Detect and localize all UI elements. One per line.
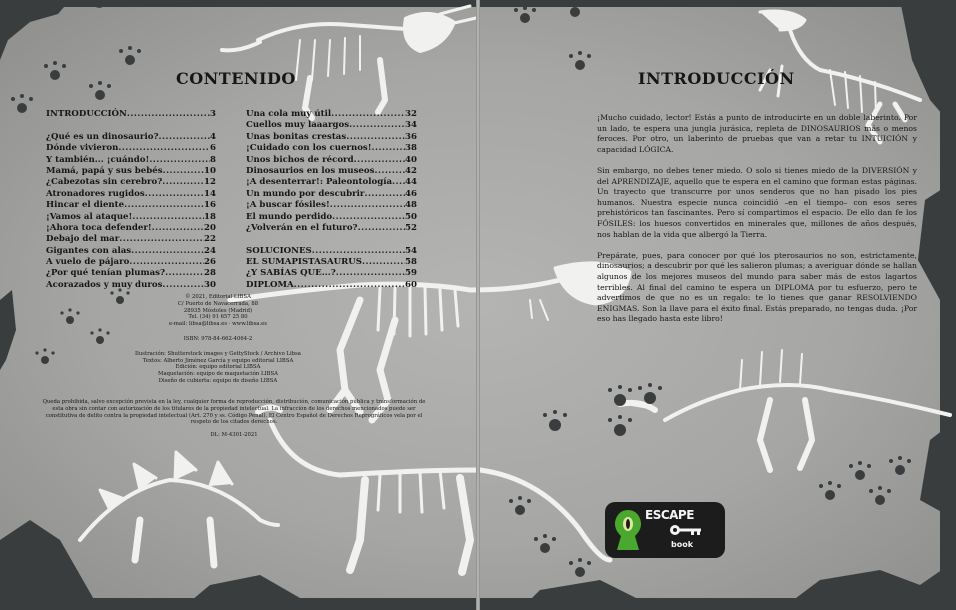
toc-entry-title: ¿Por qué tenían plumas? [46, 268, 166, 279]
toc-entry [246, 189, 417, 200]
intro-paragraph-1: ¡Mucho cuidado, lector! Estás a punto de introducirte en un doble laberinto. Por un lado, te espera una jungla jurásica, repleta de DINOSAURIOS más o menos feroces. Por otro, un laberinto de pruebas que van a retar tu INTUICIÓN y capacidad LÓGICA. [597, 113, 917, 154]
toc-entry-page: 30 [204, 279, 216, 290]
toc-dot-leader [165, 268, 204, 279]
toc-entry-title: SOLUCIONES [246, 245, 312, 256]
legal-text: Queda prohibida, salvo excepción prevista en la ley, cualquier forma de reproducción, distribución, comunicación pública y transformación de esta obra sin contar con autorización de los titulares de la propiedad intelectual. La infracción de los derechos mencionados puede ser constitutiva de delito contra la propiedad intelectual (Art. 270 y ss. Código Penal). El Centro Español de Derechos Reprográficos vela por el respeto de los citados derechos. [42, 399, 426, 426]
toc-entry-page: 58 [405, 257, 417, 268]
toc-dot-leader [312, 246, 405, 257]
toc-entry-page: 6 [210, 143, 216, 154]
toc-entry [46, 109, 216, 120]
toc-dot-leader [336, 268, 405, 279]
logo-book-label: book [671, 540, 694, 549]
publisher-line: e-mail: libsa@libsa.es · www.libsa.es [168, 321, 267, 328]
toc-entry [46, 212, 216, 223]
isbn: ISBN: 978-84-662-4064-2 [183, 335, 253, 342]
toc-entry [246, 143, 417, 154]
credit-line: Textos: Alberto Jiménez García y equipo editorial LIBSA [142, 357, 294, 364]
toc-entry-page: 10 [204, 165, 216, 176]
publisher-line: © 2021, Editorial LIBSA [185, 294, 251, 300]
toc-entry-page: 3 [210, 109, 216, 119]
sauropod-ribs [378, 470, 444, 512]
intro-paragraph-2: Sin embargo, no debes tener miedo. O solo si tienes miedo de la DIVERSIÓN y del APRENDIZAJE, aquello que te espera en el camino que forman estas páginas. Un trayecto que transcurre por unos senderos que no han pisado los pies humanos. Nuestra especie nunca coincidió –en el tiempo– con esos seres prehistóricos tan fascinantes. Pero sí compartimos el espacio. De ello dan fe los FÓSILES: los huesos convertidos en minerales que, millones de años después, nos hablan de la vida que albergó la Tierra. [597, 165, 917, 239]
legal-notice [40, 399, 428, 439]
toc-entry [46, 166, 216, 177]
toc-entry [46, 143, 216, 154]
toc-spacer [46, 120, 216, 131]
toc-dot-leader [332, 212, 405, 223]
toc-dot-leader [392, 177, 405, 188]
publisher-address [118, 294, 318, 328]
toc-entry [46, 268, 216, 279]
toc-dot-leader [162, 280, 204, 291]
toc-dot-leader [364, 189, 405, 200]
toc-dot-leader [358, 223, 405, 234]
toc-entry-page: 12 [204, 177, 216, 188]
toc-entry-page: 48 [405, 200, 417, 211]
toc-entry-page: 46 [405, 188, 417, 199]
toc-dot-leader [294, 280, 405, 291]
toc-entry [46, 189, 216, 200]
toc-entry [46, 257, 216, 268]
toc-entry-title: ¡Ahora toca defender! [46, 222, 152, 233]
toc-entry [246, 132, 417, 143]
toc-entry [246, 166, 417, 177]
toc-entry [246, 223, 417, 234]
hadrosaur-skull [760, 11, 805, 30]
toc-dot-leader [131, 246, 204, 257]
toc-entry-title: Debajo del mar [46, 234, 120, 245]
toc-entry-page: 8 [210, 154, 216, 165]
triceratops-ribs [296, 36, 360, 80]
toc-entry-page: 59 [405, 268, 417, 279]
toc-dot-leader [330, 200, 405, 211]
toc-entry-page: 50 [405, 211, 417, 222]
triceratops-skeleton [222, 6, 476, 118]
toc-entry-page: 26 [204, 257, 216, 268]
toc-entry-page: 4 [210, 131, 216, 142]
toc-entry [46, 280, 216, 291]
toc-entry-page: 54 [405, 245, 417, 256]
toc-entry-title: Gigantes con alas [46, 245, 132, 256]
toc-entry-title: DIPLOMA [246, 279, 294, 290]
toc-entry-page: 52 [405, 222, 417, 233]
toc-entry [46, 200, 216, 211]
toc-entry [246, 177, 417, 188]
intro-text [597, 113, 917, 335]
toc-entry-page: 34 [405, 120, 417, 131]
toc-dot-leader [374, 166, 405, 177]
toc-dot-leader [145, 189, 204, 200]
toc-entry-page: 18 [204, 211, 216, 222]
toc-entry-title: ¿Cabezotas sin cerebro? [46, 177, 163, 188]
toc-entry-title: Atronadores rugidos [46, 188, 145, 199]
toc-entry [46, 223, 216, 234]
toc-entry-title: ¡A buscar fósiles! [246, 200, 330, 211]
triceratops-skull [404, 13, 455, 52]
toc-entry [246, 109, 417, 120]
toc-entry [246, 200, 417, 211]
book-spine [476, 0, 480, 610]
toc-entry [46, 246, 216, 257]
toc-entry [46, 234, 216, 245]
intro-title: INTRODUCCIÓN [638, 69, 795, 88]
toc-entry [246, 212, 417, 223]
toc-entry [46, 132, 216, 143]
trex-arms [530, 300, 548, 320]
toc-entry-page: 16 [204, 200, 216, 211]
contents-title: CONTENIDO [176, 69, 296, 88]
toc-dot-leader [331, 109, 405, 120]
triceratops-tail [222, 42, 260, 50]
key-icon [669, 524, 703, 536]
escape-book-logo [605, 502, 725, 558]
toc-entry-title: Dónde vivieron [46, 143, 119, 154]
hadrosaur-spine [790, 30, 920, 100]
publisher-line: Tel. (34) 91 657 25 80 [188, 314, 248, 321]
credit-line: Maquetación: equipo de maquetación LIBSA [158, 371, 278, 378]
toc-entry-page: 24 [204, 245, 216, 256]
legal-deposit: DL: M-4301-2021 [210, 432, 258, 439]
toc-dot-leader [362, 257, 405, 268]
toc-entry-title: ¿Volverán en el futuro? [246, 222, 358, 233]
toc-entry [246, 268, 417, 279]
toc-entry-page: 32 [405, 109, 417, 119]
toc-dot-leader [152, 223, 204, 234]
toc-dot-leader [162, 177, 204, 188]
keyhole-icon [613, 508, 643, 552]
toc-entry [246, 257, 417, 268]
toc-entry-page: 42 [405, 165, 417, 176]
toc-entry-page: 36 [405, 131, 417, 142]
toc-entry [46, 155, 216, 166]
toc-entry-title: Mamá, papá y sus bebés [46, 165, 163, 176]
toc-entry-title: A vuelo de pájaro [46, 257, 130, 268]
toc-dot-leader [372, 143, 405, 154]
toc-dot-leader [354, 155, 405, 166]
toc-dot-leader [119, 234, 204, 245]
credit-lines [118, 351, 318, 385]
publisher-credits [118, 294, 318, 385]
toc-entry-page: 40 [405, 154, 417, 165]
sauropod-legs [350, 478, 470, 572]
toc-entry-page: 44 [405, 177, 417, 188]
stegosaurus-legs [135, 520, 214, 565]
toc-entry-title: ¡Cuidado con los cuernos! [246, 143, 372, 154]
toc-dot-leader [118, 143, 210, 154]
toc-entry-title: El mundo perdido [246, 211, 333, 222]
toc-entry-title: Acorazados y muy duros [46, 279, 163, 290]
toc-entry [246, 246, 417, 257]
toc-entry-title: ¡Vamos al ataque! [46, 211, 133, 222]
credit-line: Diseño de cubierta: equipo de diseño LIBSA [158, 377, 278, 384]
toc-dot-leader [346, 132, 405, 143]
toc-dot-leader [149, 155, 210, 166]
toc-entry [246, 155, 417, 166]
toc-dot-leader [129, 257, 204, 268]
toc-entry-title: EL SUMAPISTASAURUS [246, 257, 362, 268]
contents-column-2 [246, 109, 417, 291]
toc-entry-title: Unos bichos de récord [246, 154, 354, 165]
toc-entry-title: ¿Y SABÍAS QUE...? [246, 268, 336, 279]
intro-paragraph-3: Prepárate, pues, para conocer por qué los pterosaurios no son, estrictamente, dinosaurios; a descubrir por qué les salieron plumas; a averiguar dónde se hallan algunos de los mejores museos del mundo para saber más de estos lagartos terribles. Al final del camino te espera un DIPLOMA por tu esfuerzo, pero te advertimos de que no es un regalo: te lo tienes que ganar RESOLVIENDO ENIGMAS. Son la llave para el éxito final. Estás preparado, no tengas duda. ¡Por eso has llegado hasta este libro! [597, 250, 917, 324]
toc-entry-page: 20 [204, 222, 216, 233]
toc-spacer [246, 234, 417, 245]
toc-entry-title: Una cola muy útil [246, 109, 332, 119]
toc-entry-page: 22 [204, 234, 216, 245]
toc-entry-page: 38 [405, 143, 417, 154]
trex-leg-left [330, 300, 360, 412]
toc-entry [246, 120, 417, 131]
toc-entry-title: Dinosaurios en los museos [246, 165, 375, 176]
sauropod-spine [270, 420, 610, 560]
toc-entry-title: Un mundo por descubrir [246, 188, 365, 199]
toc-entry [246, 280, 417, 291]
logo-escape-label: ESCAPE [645, 508, 694, 522]
toc-entry-page: 60 [405, 279, 417, 290]
toc-entry-title: ¡A desenterrar!: Paleontología [246, 177, 393, 188]
toc-dot-leader [163, 166, 204, 177]
toc-entry [46, 177, 216, 188]
triceratops-spine [258, 24, 420, 40]
publisher-line: 28935 Móstoles (Madrid) [183, 307, 253, 314]
spinosaur-skeleton [620, 350, 950, 470]
credit-line: Ilustración: Shutterstock images y GettyStock / Archivo Libsa [135, 350, 301, 357]
toc-entry-title: ¿Qué es un dinosaurio? [46, 131, 159, 142]
toc-entry-title: INTRODUCCIÓN [46, 109, 127, 119]
toc-entry-title: Cuellos muy laaargos [246, 120, 350, 131]
toc-dot-leader [158, 132, 210, 143]
publisher-line: C/ Puerto de Navacerrada, 88 [177, 300, 259, 307]
toc-dot-leader [349, 120, 405, 131]
stegosaurus-skeleton [80, 452, 278, 565]
toc-entry-page: 28 [204, 268, 216, 279]
toc-dot-leader [132, 212, 204, 223]
toc-entry-page: 14 [204, 188, 216, 199]
toc-dot-leader [124, 200, 204, 211]
credit-line: Edición: equipo editorial LIBSA [175, 364, 261, 371]
toc-dot-leader [127, 109, 210, 120]
toc-entry-title: Y también... ¡cuándo! [46, 154, 150, 165]
contents-column-1 [46, 109, 216, 291]
toc-entry-title: Unas bonitas crestas [246, 131, 347, 142]
spinosaur-legs [760, 400, 812, 470]
toc-entry-title: Hincar el diente [46, 200, 125, 211]
